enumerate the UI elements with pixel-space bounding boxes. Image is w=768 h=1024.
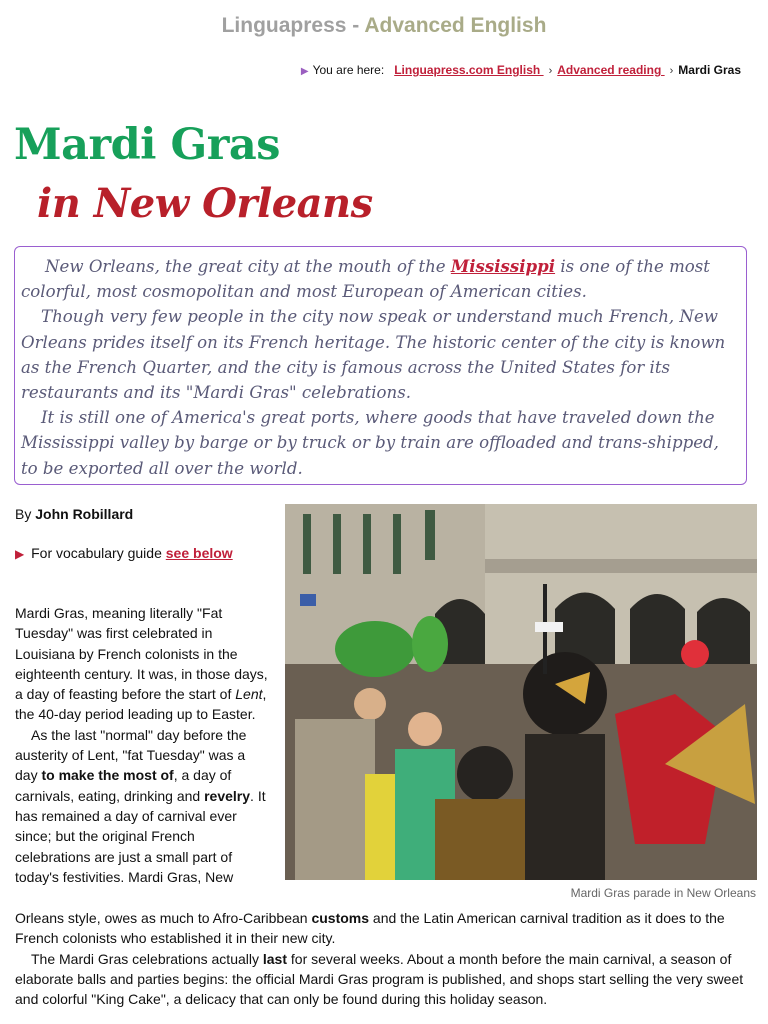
lent-term: Lent	[235, 686, 263, 703]
body-text: . It has remained a day of carnival ever since; but the original French celebrations are just a small part of today's festivities. Mardi Gras, New	[15, 787, 266, 885]
photo-caption: Mardi Gras parade in New Orleans	[570, 886, 756, 900]
site-section: Advanced English	[364, 14, 547, 37]
striped-sleeve	[365, 774, 395, 880]
by-label: By	[15, 506, 36, 522]
breadcrumb-link-advanced-reading[interactable]: Advanced reading	[557, 63, 665, 77]
body-paragraph-3	[15, 949, 760, 1010]
article-body-left	[15, 603, 270, 887]
body-text: , a day of carnivals, eating, drinking and	[15, 767, 232, 804]
face	[408, 712, 442, 746]
street-sign	[300, 594, 316, 606]
site-title	[0, 14, 768, 38]
parade-illustration	[285, 504, 757, 880]
mississippi-link[interactable]: Mississippi	[450, 256, 556, 276]
green-feather-headdress	[335, 621, 415, 677]
face	[354, 688, 386, 720]
cat-mask-person	[457, 746, 513, 802]
black-wig	[523, 652, 607, 736]
you-are-here-label: You are here:	[312, 63, 385, 77]
window-shutter	[425, 510, 435, 560]
author-name: John Robillard	[35, 506, 134, 522]
breadcrumb-current: Mardi Gras	[678, 63, 741, 77]
red-headdress	[681, 640, 709, 668]
intro-paragraph-1	[21, 254, 740, 304]
body-text: The Mardi Gras celebrations actually	[31, 950, 263, 967]
vocab-text: For vocabulary guide	[31, 545, 166, 561]
body-text: Orleans style, owes as much to Afro-Caribbean	[15, 910, 312, 926]
body-paragraph-2-continued	[15, 908, 760, 949]
vocab-term: customs	[311, 910, 370, 926]
body-paragraph-1	[15, 603, 270, 725]
man-jacket	[295, 719, 375, 880]
green-feather-plume	[412, 616, 448, 672]
site-name: Linguapress	[221, 14, 347, 37]
body-text: , the 40-day period leading up to Easter.	[15, 686, 267, 723]
title-separator: -	[346, 14, 365, 37]
vocab-term: revelry	[204, 787, 251, 804]
intro-paragraph-3: It is still one of America's great ports, where goods that have traveled down the Mississippi valley by barge or by truck or by train are offloaded and trans-shipped, to be exported all over the world.	[21, 408, 719, 478]
body-text: and the Latin American carnival tradition as it does to the French colonists who established it in their new city.	[15, 910, 725, 947]
byline	[15, 506, 133, 522]
window-shutter	[393, 514, 401, 574]
vocab-term: to make the most of	[41, 767, 174, 784]
one-way-sign	[535, 622, 563, 632]
black-costume	[525, 734, 605, 880]
intro-text: New Orleans, the great city at the mouth of the	[45, 257, 451, 276]
page-title: Mardi Gras	[14, 120, 280, 170]
building-cornice	[485, 559, 757, 573]
triangle-right-icon: ▶	[300, 66, 309, 77]
mardi-gras-photo	[285, 504, 757, 880]
window-shutter	[333, 514, 341, 574]
page-subtitle: in New Orleans	[37, 180, 373, 227]
body-text: Mardi Gras, meaning literally "Fat Tuesday" was first celebrated in Louisiana by French colonists in the eighteenth century. It was, in those days, a day of feasting before the start of	[15, 605, 268, 703]
intro-paragraph-2: Though very few people in the city now speak or understand much French, New Orleans prides itself on its French heritage. The historic center of the city is known as the French Quarter, and the city is famous across the United States for its restaurants and its "Mardi Gras" celebrations.	[21, 307, 726, 403]
triangle-right-icon: ▶	[15, 547, 25, 561]
article-body-full	[15, 908, 760, 1009]
body-paragraph-2	[15, 725, 270, 887]
chevron-right-icon: ›	[548, 65, 553, 77]
window-shutter	[363, 514, 371, 574]
window-shutter	[303, 514, 311, 574]
chevron-right-icon: ›	[669, 65, 674, 77]
breadcrumb	[301, 63, 741, 77]
body-text: As the last "normal" day before the austerity of Lent, "fat Tuesday" was a day	[15, 726, 247, 784]
intro-box	[14, 246, 747, 485]
body-text: for several weeks. About a month before the main carnival, a season of elaborate balls and parties begins: the official Mardi Gras program is published, and shops start selling the very sweet and colorful "King Cake", a delicacy that can only be found during this holiday season.	[15, 950, 744, 1008]
vocab-note	[15, 545, 233, 561]
vocab-term: last	[262, 950, 287, 967]
arch-opening	[630, 594, 685, 664]
intro-text: is one of the most colorful, most cosmopolitan and most European of American cities.	[21, 257, 710, 302]
breadcrumb-link-english[interactable]: Linguapress.com English	[394, 63, 544, 77]
see-below-link[interactable]: see below	[165, 545, 233, 561]
